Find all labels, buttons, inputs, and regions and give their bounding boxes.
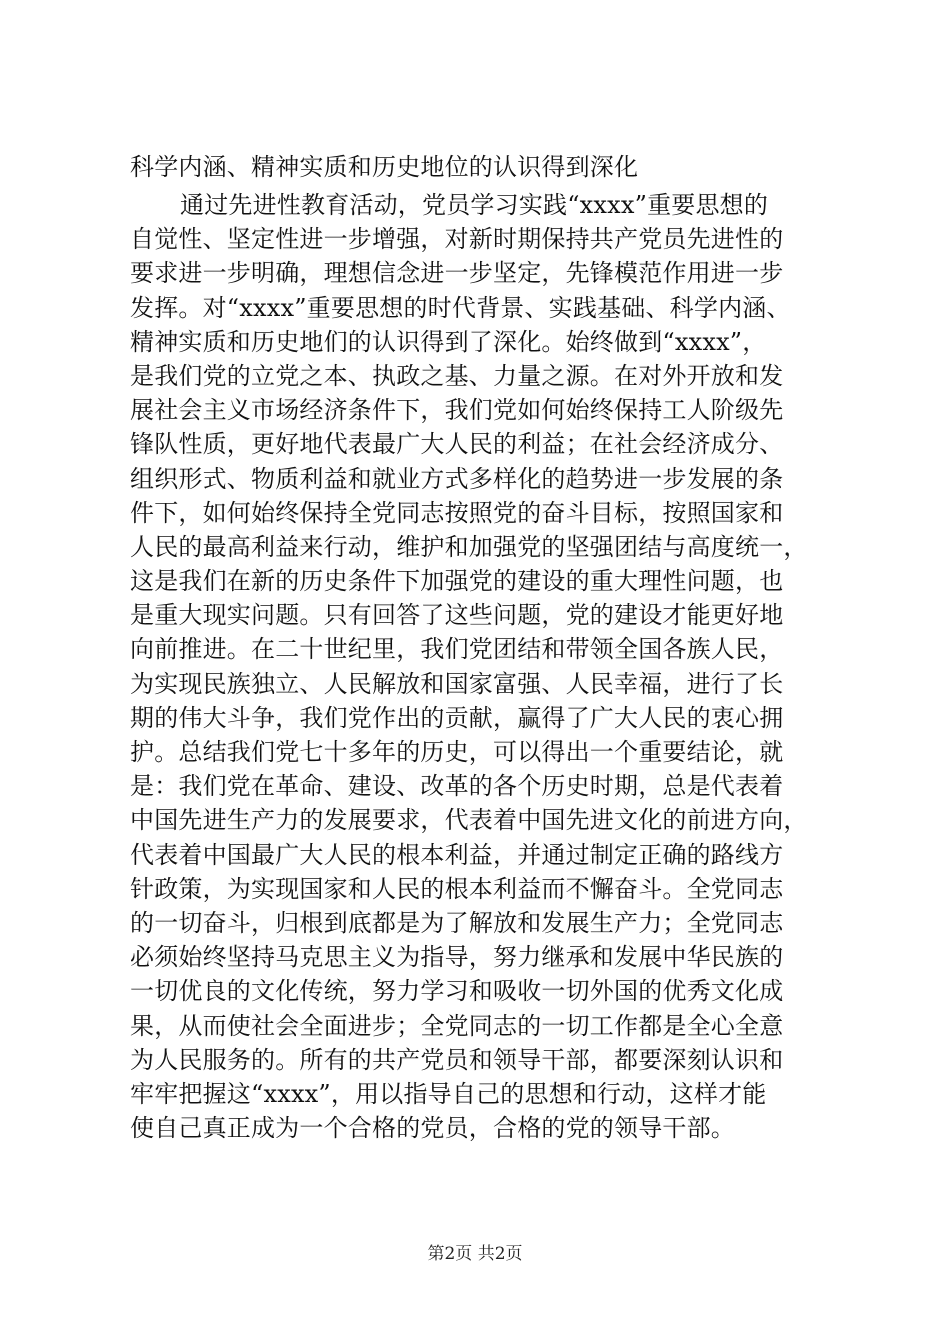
paragraph-line-26: 为人民服务的。所有的共产党员和领导干部，都要深刻认识和 (130, 1045, 784, 1074)
paragraph-line-5: 精神实质和历史地们的认识得到了深化。始终做到“xxxx”， (130, 327, 767, 356)
paragraph-line-27: 牢牢把握这“xxxx”，用以指导自己的思想和行动，这样才能 (130, 1079, 767, 1108)
paragraph-line-8: 锋队性质，更好地代表最广大人民的利益；在社会经济成分、 (130, 430, 784, 459)
paragraph (130, 188, 830, 1145)
paragraph-line-1: 通过先进性教育活动，党员学习实践“xxxx”重要思想的 (180, 191, 769, 219)
paragraph-line-16: 期的伟大斗争，我们党作出的贡献，赢得了广大人民的衷心拥 (130, 703, 784, 732)
paragraph-line-15: 为实现民族独立、人民解放和国家富强、人民幸福，进行了长 (130, 669, 784, 698)
paragraph-line-11: 人民的最高利益来行动，维护和加强党的坚强团结与高度统一， (130, 532, 808, 561)
paragraph-line-22: 的一切奋斗，归根到底都是为了解放和发展生产力；全党同志 (130, 908, 784, 937)
paragraph-line-17: 护。总结我们党七十多年的历史，可以得出一个重要结论，就 (130, 738, 784, 766)
paragraph-line-19: 中国先进生产力的发展要求，代表着中国先进文化的前进方向， (130, 806, 808, 835)
paragraph-line-14: 向前推进。在二十世纪里，我们党团结和带领全国各族人民， (130, 635, 784, 664)
paragraph-line-13: 是重大现实问题。只有回答了这些问题，党的建设才能更好地 (130, 601, 784, 630)
paragraph-line-10: 件下，如何始终保持全党同志按照党的奋斗目标，按照国家和 (130, 498, 784, 527)
paragraph-line-7: 展社会主义市场经济条件下，我们党如何始终保持工人阶级先 (130, 396, 784, 425)
paragraph-line-4: 发挥。对“xxxx”重要思想的时代背景、实践基础、科学内涵、 (130, 293, 791, 322)
paragraph-line-25: 果，从而使社会全面进步；全党同志的一切工作都是全心全意 (130, 1011, 784, 1040)
paragraph-line-24: 一切优良的文化传统，努力学习和吸收一切外国的优秀文化成 (130, 977, 784, 1006)
paragraph-line-6: 是我们党的立党之本、执政之基、力量之源。在对外开放和发 (130, 361, 784, 390)
paragraph-line-3: 要求进一步明确，理想信念进一步坚定，先锋模范作用进一步 (130, 259, 784, 288)
page-number-footer: 第2页 共2页 (427, 1244, 523, 1264)
paragraph-line-20: 代表着中国最广大人民的根本利益，并通过制定正确的路线方 (130, 840, 784, 869)
paragraph-line-28: 使自己真正成为一个合格的党员，合格的党的领导干部。 (130, 1114, 735, 1143)
paragraph-line-9: 组织形式、物质利益和就业方式多样化的趋势进一步发展的条 (130, 464, 784, 493)
continued-heading-line: 科学内涵、精神实质和历史地位的认识得到深化 (130, 153, 639, 181)
paragraph-line-21: 针政策，为实现国家和人民的根本利益而不懈奋斗。全党同志 (130, 874, 784, 903)
paragraph-line-2: 自觉性、坚定性进一步增强，对新时期保持共产党员先进性的 (130, 225, 784, 254)
paragraph-line-12: 这是我们在新的历史条件下加强党的建设的重大理性问题，也 (130, 567, 784, 596)
paragraph-line-23: 必须始终坚持马克思主义为指导，努力继承和发展中华民族的 (130, 943, 784, 972)
paragraph-line-18: 是：我们党在革命、建设、改革的各个历史时期，总是代表着 (130, 772, 784, 801)
document-body (130, 150, 830, 1145)
